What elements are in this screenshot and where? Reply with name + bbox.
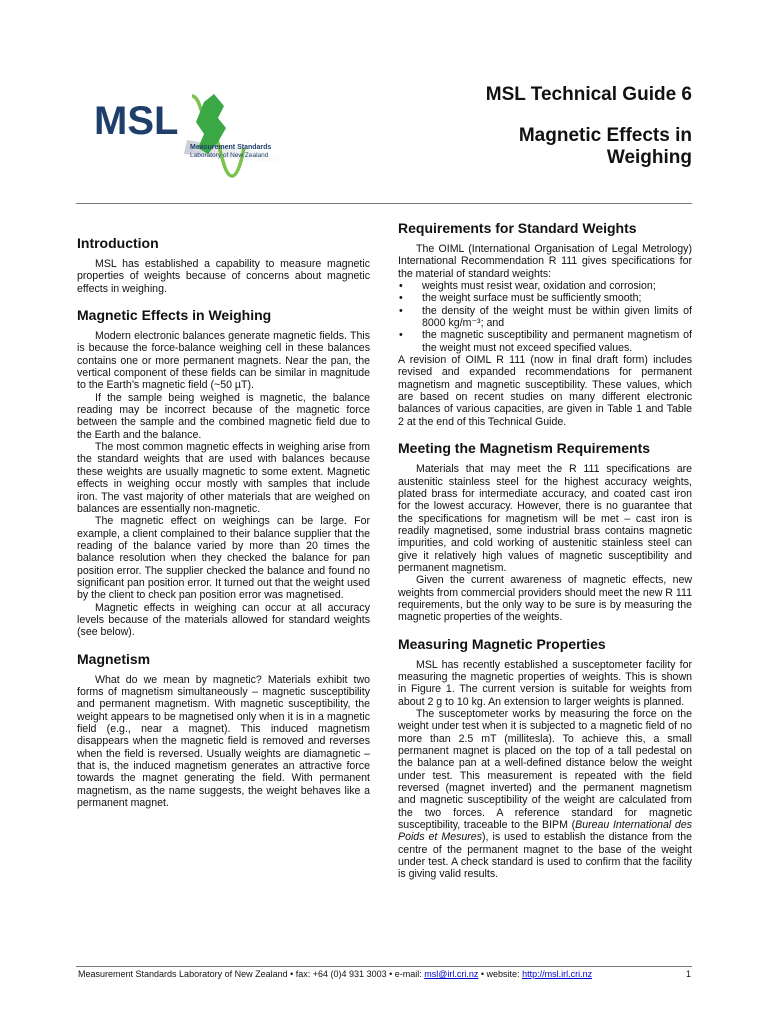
list-item: • the magnetic susceptibility and permanent magnetism of the weight must not exceed specified values. [398,329,692,354]
paragraph: The OIML (International Organisation of Legal Metrology) International Recommendation R 111 gives specifications for the material of standard weights: [398,243,692,280]
heading-meeting-requirements: Meeting the Magnetism Requirements [398,440,651,457]
paragraph: The magnetic effect on weighings can be large. For example, a client complained to their balance supplier that the reading of the balance varied by more than 20 times the balance resolution when they checked the balance for pan position error. The supplier checked the balance and found no significant pan position error. It turned out that the weight used by the client to check pan position error was magnetised. [77,515,370,602]
paragraph: The most common magnetic effects in weighing arise from the standard weights that are used with balances because these weights are usually magnetic to some extent. Magnetic effects in weighing occur mostly with samples that include iron. The vast majority of other materials that are weighed on balances are essentially non-magnetic. [77,441,370,515]
heading-introduction: Introduction [77,235,159,251]
footer [78,969,691,980]
right-column [398,220,692,881]
paragraph: MSL has established a capability to measure magnetic properties of weights because of concerns about magnetic effects in weighing. [77,258,370,295]
left-column [77,220,370,809]
heading-measuring-properties: Measuring Magnetic Properties [398,635,606,652]
footer-contact: Measurement Standards Laboratory of New Zealand • fax: +64 (0)4 931 3003 • e-mail: msl@irl.cri.nz • website: http://msl.irl.cri.nz [78,969,593,979]
logo-line2: Laboratory of New Zealand [190,152,269,159]
paragraph: Modern electronic balances generate magnetic fields. This is because the force-balance weighing cell in these balances contains one or more permanent magnets. Near the pan, the vertical component of these fields can be similar in magnitude to the Earth’s magnetic field (~50 µT). [77,330,370,392]
paragraph: If the sample being weighed is magnetic, the balance reading may be incorrect because of the magnetic force between the sample and the combined magnetic field due to the Earth and the balance. [77,391,370,441]
guide-title: MSL Technical Guide 6 [485,84,692,105]
heading-requirements: Requirements for Standard Weights [398,220,637,236]
paragraph: MSL has recently established a susceptometer facility for measuring the magnetic properties of weights. This is shown in Figure 1. The current version is suitable for weights from about 2 g to 10 kg. An extension to larger weights is planned. [398,658,692,708]
paragraph: Magnetic effects in weighing can occur at all accuracy levels because of the materials allowed for standard weights (see below). [77,601,370,639]
document-title-line2: Weighing [606,147,692,169]
document-title-line1: Magnetic Effects in [518,124,692,146]
bipm-name: Bureau International des Poids et Mesures [398,819,693,844]
heading-magnetism: Magnetism [77,650,151,667]
paragraph: Materials that may meet the R 111 specifications are austenitic stainless steel for the highest accuracy weights, plated brass for intermediate accuracy, and coated cast iron for the lowest accuracy. However, there is no guarantee that the specifications for magnetism will be met – cast iron is readily magnetised, some industrial brass contains magnetic impurities, and cold working of austenitic stainless steel can give it relatively high values of magnetic susceptibility and permanent magnetism. [398,463,692,574]
list-item: • weights must resist wear, oxidation and corrosion; [398,280,692,292]
requirements-list [398,280,692,354]
header-divider [76,203,692,204]
page-number: 1 [685,969,691,979]
paragraph: A revision of OIML R 111 (now in final draft form) includes revised and expanded recommendations for permanent magnetism and magnetic susceptibility. These values, which are based on recent studies on many different electronic balances of various capacities, are given in Table 1 and Table 2 at the end of this Technical Guide. [398,354,692,428]
paragraph: The susceptometer works by measuring the force on the weight under test when it is subjected to a magnetic field of no more than 2.5 mT (millitesla). To achieve this, a small permanent magnet is placed on the top of a tall pedestal on the balance pan at a well-defined distance below the weight under test. This measurement is repeated with the field reversed (magnet inverted) and the permanent magnetism and magnetic susceptibility of the weight are calculated from the two forces. A reference standard for magnetic susceptibility, traceable to the BIPM (Bureau International des Poids et Mesures), is used to establish the distance from the centre of the permanent magnet to the base of the weight under test. A check standard is used to confirm that the facility is giving valid results. [398,708,693,881]
list-item: • the weight surface must be sufficiently smooth; [398,292,692,304]
msl-logo [92,88,302,180]
paragraph: What do we mean by magnetic? Materials exhibit two forms of magnetism simultaneously – magnetic susceptibility and permanent magnetism. With magnetic susceptibility, the weight appears to be magnetised only when it is in a magnetic field (e.g., near a magnet). This induced magnetism disappears when the magnetic field is removed and reverses when the field is reversed. Usually weights are diamagnetic – that is, the induced magnetism generates an attractive force towards the magnet generating the field. With permanent magnetism, as the name suggests, the weight behaves like a permanent magnet. [77,673,370,810]
email-link[interactable]: msl@irl.cri.nz [424,969,479,979]
title-block [486,84,692,169]
logo-line1: Measurement Standards [190,144,272,151]
heading-magnetic-effects: Magnetic Effects in Weighing [77,307,272,324]
list-item: • the density of the weight must be within given limits of 8000 kg/m⁻³; and [398,305,692,330]
footer-divider [76,966,692,967]
logo-acronym: MSL [94,99,179,143]
paragraph: Given the current awareness of magnetic effects, new weights from commercial providers should meet the new R 111 requirements, but the only way to be sure is by measuring the magnetic properties of the weights. [398,574,693,624]
website-link[interactable]: http://msl.irl.cri.nz [522,969,593,979]
